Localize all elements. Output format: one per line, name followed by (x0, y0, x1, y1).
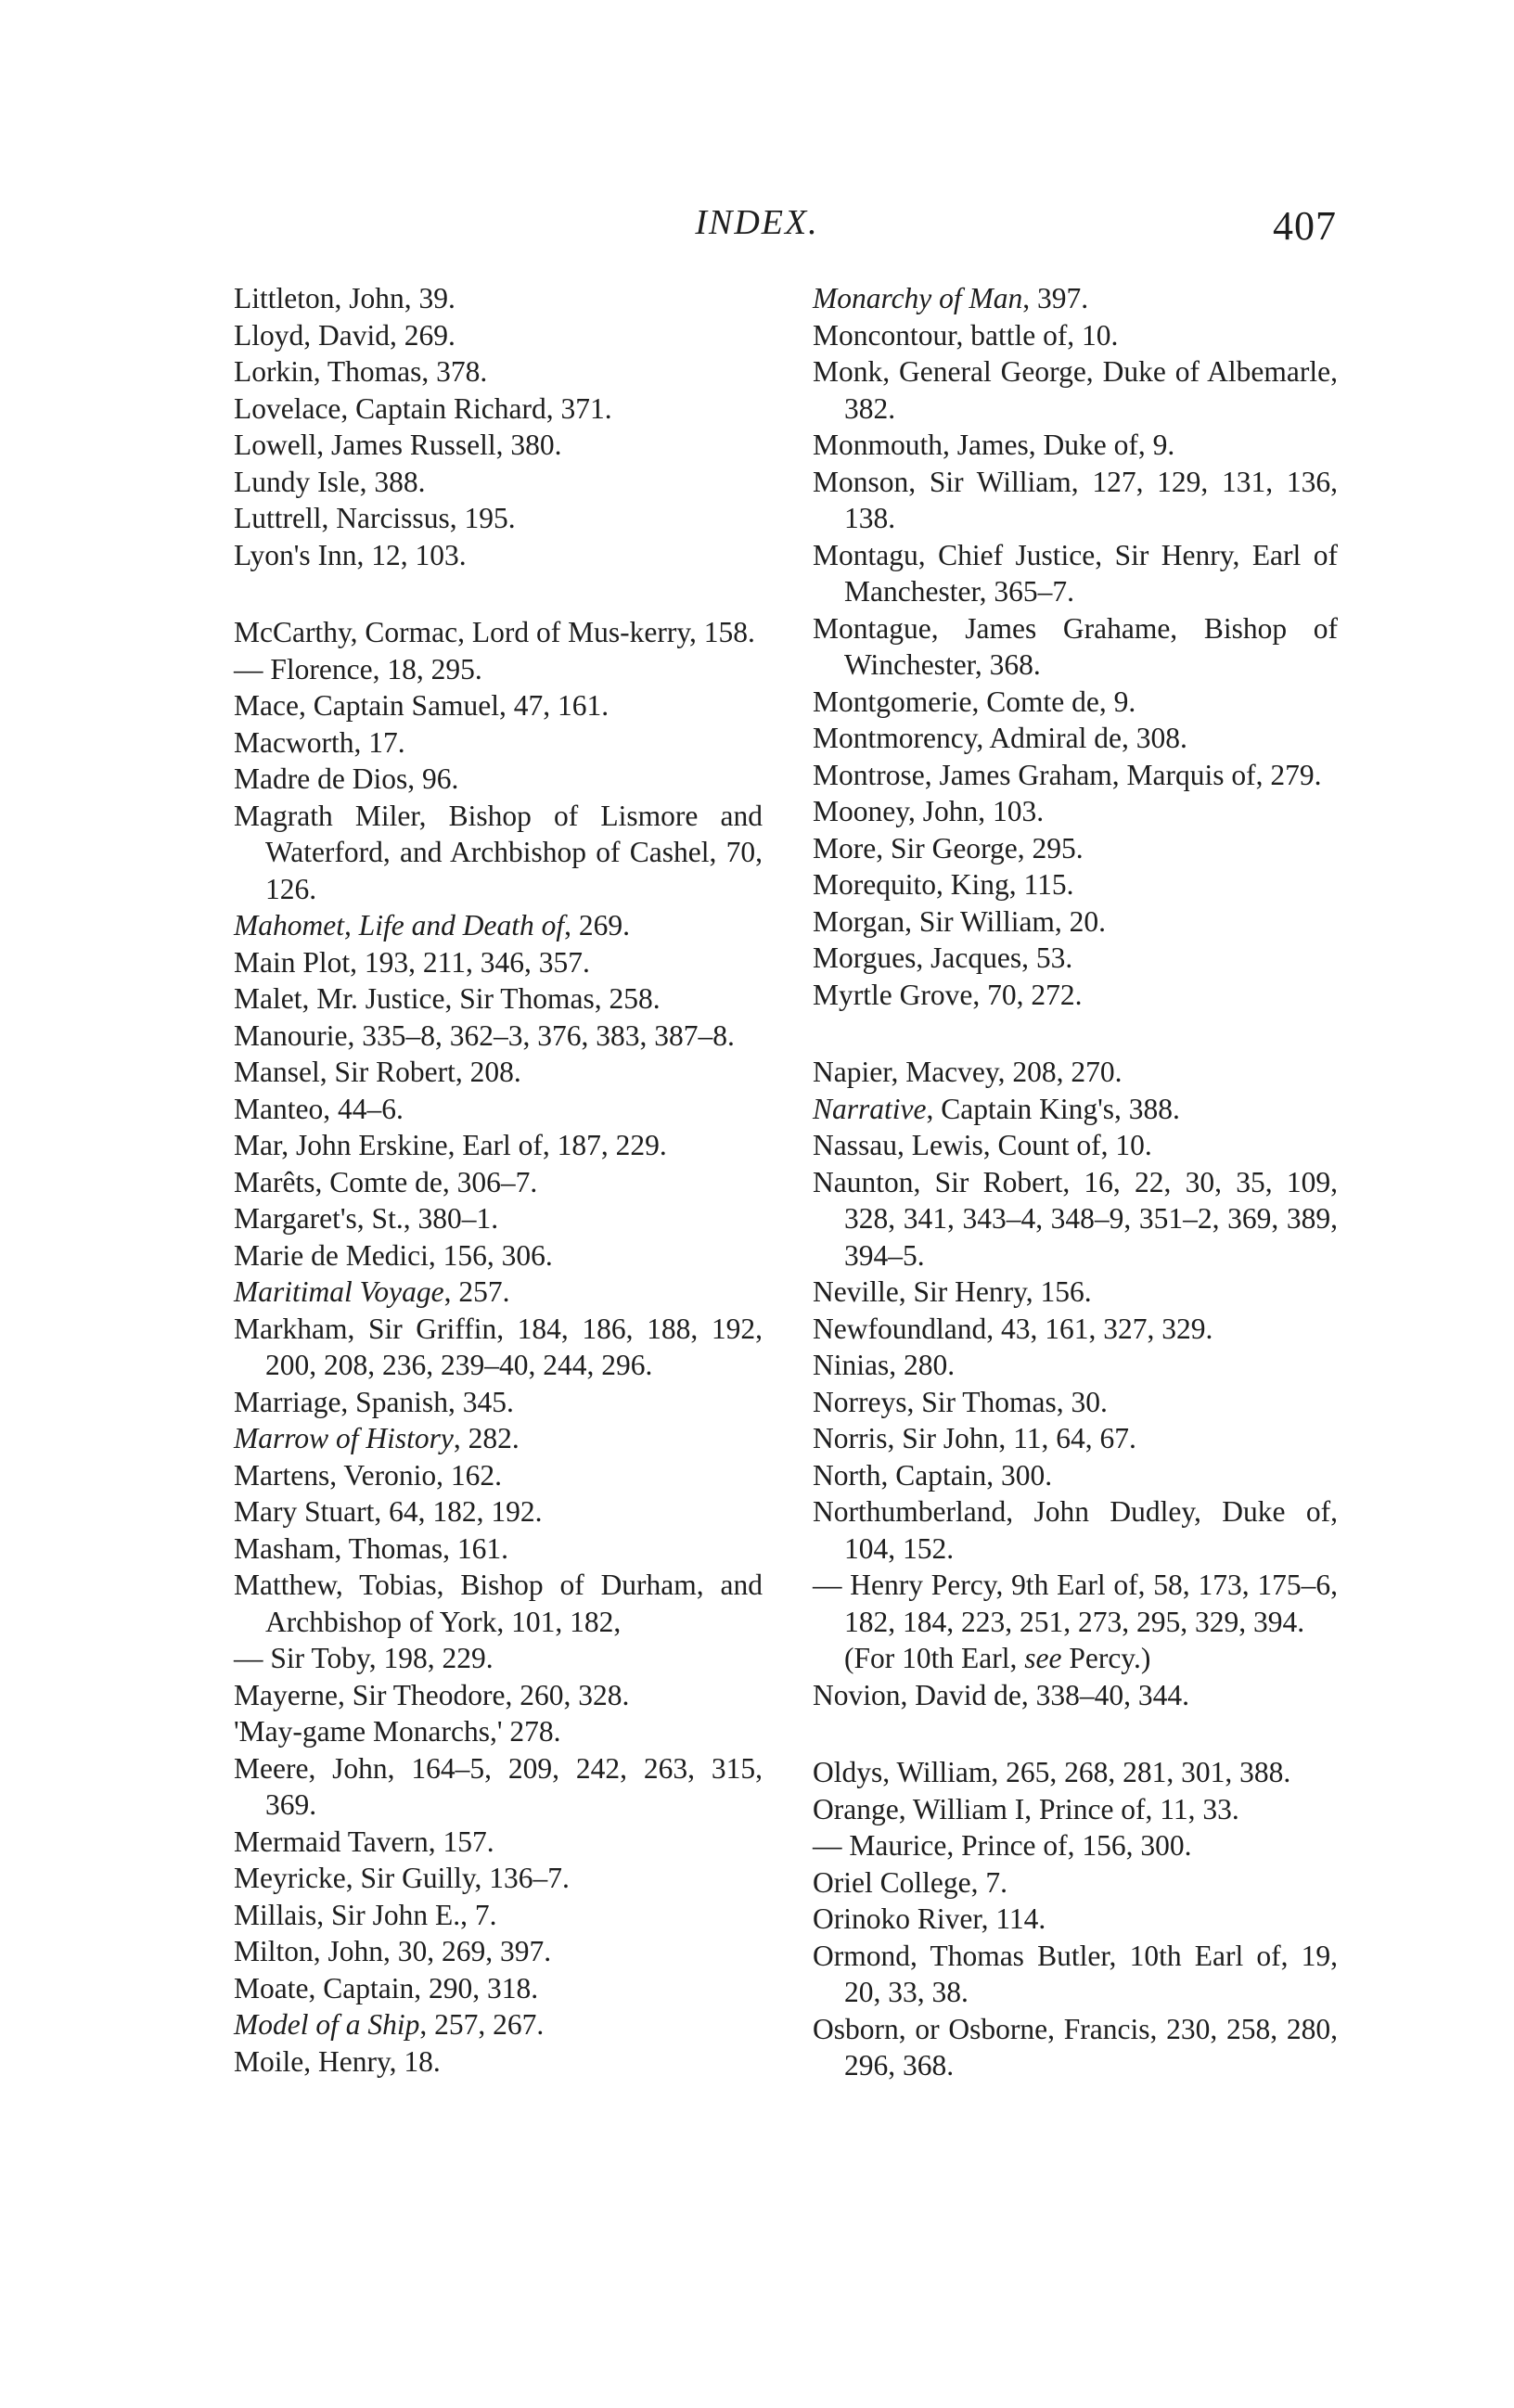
index-entry: Manteo, 44–6. (234, 1092, 404, 1125)
index-entry: — Florence, 18, 295. (234, 652, 482, 685)
index-entry: Meere, John, 164–5, 209, 242, 263, 315, 369. (234, 1751, 763, 1821)
index-entry: Marrow of History, 282. (234, 1422, 520, 1454)
index-entry: Marie de Medici, 156, 306. (234, 1238, 553, 1272)
index-entry: Monmouth, James, Duke of, 9. (813, 429, 1175, 461)
entry-group-l (234, 280, 763, 573)
index-entry: Luttrell, Narcissus, 195. (234, 502, 516, 534)
index-entry: Mar, John Erskine, Earl of, 187, 229. (234, 1129, 667, 1161)
index-entry: Magrath Miler, Bishop of Lismore and Waterford, and Archbishop of Cashel, 70, 126. (234, 799, 763, 905)
index-entry: Novion, David de, 338–40, 344. (813, 1678, 1189, 1711)
index-entry: Myrtle Grove, 70, 272. (813, 978, 1083, 1011)
index-entry: Macworth, 17. (234, 725, 405, 759)
index-entry: Newfoundland, 43, 161, 327, 329. (813, 1312, 1213, 1345)
index-entry: Moate, Captain, 290, 318. (234, 1971, 539, 2005)
page-number: 407 (1273, 203, 1337, 249)
index-entry: Monarchy of Man, 397. (813, 282, 1089, 314)
index-entry: Marêts, Comte de, 306–7. (234, 1165, 538, 1198)
index-entry: Mermaid Tavern, 157. (234, 1825, 494, 1858)
index-entry: Ormond, Thomas Butler, 10th Earl of, 19, 20, 33, 38. (813, 1939, 1338, 2008)
index-entry: Masham, Thomas, 161. (234, 1531, 509, 1565)
index-entry: Mansel, Sir Robert, 208. (234, 1056, 521, 1088)
index-entry: Matthew, Tobias, Bishop of Durham, and Archbishop of York, 101, 182, (234, 1569, 763, 1638)
index-entry: Mayerne, Sir Theodore, 260, 328. (234, 1678, 630, 1711)
left-column (234, 280, 763, 2080)
index-entry: Montague, James Grahame, Bishop of Winchester, 368. (813, 611, 1338, 681)
entry-group-n (813, 1054, 1338, 1713)
index-entry: Montagu, Chief Justice, Sir Henry, Earl of Manchester, 365–7. (813, 538, 1338, 608)
index-entry: Main Plot, 193, 211, 346, 357. (234, 945, 590, 979)
index-entry: Montmorency, Admiral de, 308. (813, 722, 1187, 754)
index-entry: Millais, Sir John E., 7. (234, 1898, 497, 1931)
index-entry: Ninias, 280. (813, 1349, 956, 1381)
index-entry: Moncontour, battle of, 10. (813, 318, 1119, 352)
index-entry: Mooney, John, 103. (813, 795, 1045, 827)
index-entry: Madre de Dios, 96. (234, 762, 459, 795)
index-entry: Lloyd, David, 269. (234, 318, 455, 352)
index-entry: Mace, Captain Samuel, 47, 161. (234, 689, 609, 722)
index-entry: Monk, General George, Duke of Albemarle, 382. (813, 355, 1338, 425)
index-entry: Montrose, James Graham, Marquis of, 279. (813, 758, 1322, 791)
index-entry: Milton, John, 30, 269, 397. (234, 1935, 552, 1967)
index-entry: Narrative, Captain King's, 388. (813, 1092, 1180, 1125)
index-entry: Monson, Sir William, 127, 129, 131, 136, 138. (813, 465, 1338, 534)
group-spacer (813, 1713, 1338, 1754)
index-entry: Model of a Ship, 257, 267. (234, 2008, 545, 2041)
running-head: INDEX. (695, 203, 819, 242)
group-spacer (234, 573, 763, 614)
index-entry: Lovelace, Captain Richard, 371. (234, 391, 612, 425)
index-entry: Moile, Henry, 18. (234, 2044, 441, 2078)
index-entry: Maritimal Voyage, 257. (234, 1275, 510, 1308)
index-entry: Lorkin, Thomas, 378. (234, 355, 488, 388)
index-entry: Naunton, Sir Robert, 16, 22, 30, 35, 109, 328, 341, 343–4, 348–9, 351–2, 369, 389, 394–5. (813, 1165, 1338, 1272)
index-entry: — Sir Toby, 198, 229. (234, 1642, 494, 1674)
index-entry: — Maurice, Prince of, 156, 300. (813, 1829, 1192, 1862)
entry-group-m (234, 614, 763, 2080)
index-entry: Montgomerie, Comte de, 9. (813, 685, 1136, 718)
index-entry: Napier, Macvey, 208, 270. (813, 1056, 1123, 1088)
index-entry: Mary Stuart, 64, 182, 192. (234, 1495, 543, 1528)
index-entry: Lundy Isle, 388. (234, 465, 426, 498)
index-entry: Littleton, John, 39. (234, 282, 455, 314)
index-entry: Mahomet, Life and Death of, 269. (234, 909, 630, 941)
entry-group-m-cont (813, 280, 1338, 1013)
index-entry: Marriage, Spanish, 345. (234, 1385, 514, 1418)
index-entry: McCarthy, Cormac, Lord of Mus-kerry, 158. (234, 616, 755, 648)
right-column (813, 280, 1338, 2084)
index-entry: Morgan, Sir William, 20. (813, 904, 1107, 938)
index-entry: Lowell, James Russell, 380. (234, 429, 562, 461)
index-entry: — Henry Percy, 9th Earl of, 58, 173, 175–6, 182, 184, 223, 251, 273, 295, 329, 394. (813, 1569, 1338, 1638)
index-entry: Oldys, William, 265, 268, 281, 301, 388. (813, 1756, 1291, 1788)
index-entry: Nassau, Lewis, Count of, 10. (813, 1129, 1152, 1161)
index-entry: Lyon's Inn, 12, 103. (234, 538, 467, 571)
group-spacer (813, 1013, 1338, 1054)
cross-reference: (For 10th Earl, see Percy.) (844, 1642, 1151, 1674)
index-entry: Malet, Mr. Justice, Sir Thomas, 258. (234, 982, 661, 1015)
index-entry: Osborn, or Osborne, Francis, 230, 258, 280, 296, 368. (813, 2012, 1338, 2081)
index-entry: Orange, William I, Prince of, 11, 33. (813, 1792, 1239, 1825)
index-entry: Margaret's, St., 380–1. (234, 1202, 499, 1235)
index-entry: Markham, Sir Griffin, 184, 186, 188, 192, 200, 208, 236, 239–40, 244, 296. (234, 1312, 763, 1381)
index-entry: Norris, Sir John, 11, 64, 67. (813, 1422, 1136, 1454)
index-entry: More, Sir George, 295. (813, 831, 1084, 865)
index-entry: Norreys, Sir Thomas, 30. (813, 1385, 1108, 1418)
index-entry: Manourie, 335–8, 362–3, 376, 383, 387–8. (234, 1018, 735, 1052)
index-entry: Morgues, Jacques, 53. (813, 941, 1073, 974)
index-entry: North, Captain, 300. (813, 1458, 1053, 1492)
index-entry: Morequito, King, 115. (813, 868, 1074, 901)
index-entry: 'May-game Monarchs,' 278. (234, 1715, 561, 1748)
index-entry: Neville, Sir Henry, 156. (813, 1275, 1092, 1308)
index-entry: Martens, Veronio, 162. (234, 1458, 503, 1492)
index-entry: Oriel College, 7. (813, 1865, 1007, 1899)
index-entry: Orinoko River, 114. (813, 1902, 1046, 1935)
index-entry: Meyricke, Sir Guilly, 136–7. (234, 1862, 570, 1894)
entry-group-o (813, 1754, 1338, 2084)
index-entry: Northumberland, John Dudley, Duke of, 104, 152. (813, 1495, 1338, 1565)
